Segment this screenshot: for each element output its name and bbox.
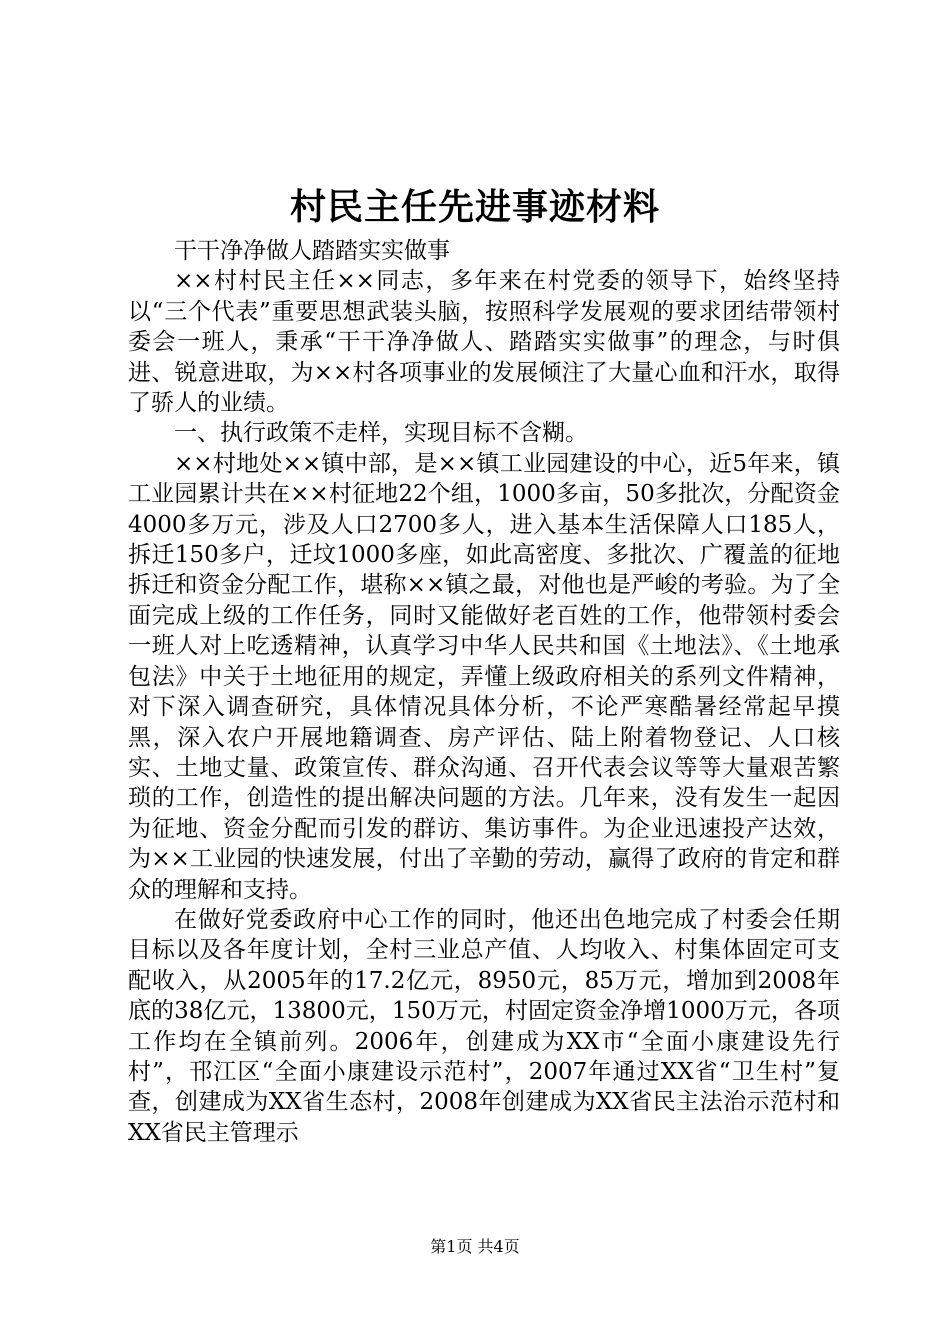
intro-paragraph: ××村村民主任××同志，多年来在村党委的领导下，始终坚持以“三个代表”重要思想武装头脑，按照科学发展观的要求团结带领村委会一班人，秉承“干干净净做人、踏踏实实做事”的理念，与时俱进、锐意进取，为××村各项事业的发展倾注了大量心血和汗水，取得了骄人的业绩。	[128, 268, 840, 417]
page-footer: 第1页 共4页	[430, 1237, 520, 1256]
document-title: 村民主任先进事迹材料	[289, 187, 660, 228]
document-body	[128, 236, 840, 1148]
subtitle-paragraph: 干干净净做人踏踏实实做事	[174, 238, 450, 264]
section-heading: 一、执行政策不走样，实现目标不含糊。	[174, 420, 588, 447]
body-paragraph: 在做好党委政府中心工作的同时，他还出色地完成了村委会任期目标以及各年度计划，全村三业总产值、人均收入、村集体固定可支配收入，从2005年的17.2亿元，8950元，85万元，增加到2008年底的38亿元，13800元，150万元，村固定资金净增1000万元，各项工作均在全镇前列。2006年，创建成为XX市“全面小康建设先行村”，邗江区“全面小康建设示范村”，2007年通过XX省“卫生村”复查，创建成为XX省生态村，2008年创建成为XX省民主法治示范村和XX省民主管理示	[128, 906, 840, 1146]
body-paragraph: ××村地处××镇中部，是××镇工业园建设的中心，近5年来，镇工业园累计共在××村征地22个组，1000多亩，50多批次，分配资金4000多万元，涉及人口2700多人，进入基本生活保障人口185人，拆迁150多户，迁坟1000多座，如此高密度、多批次、广覆盖的征地拆迁和资金分配工作，堪称××镇之最，对他也是严峻的考验。为了全面完成上级的工作任务，同时又能做好老百姓的工作，他带领村委会一班人对上吃透精神，认真学习中华人民共和国《土地法》、《土地承包法》中关于土地征用的规定，弄懂上级政府相关的系列文件精神，对下深入调查研究，具体情况具体分析，不论严寒酷暑经常起早摸黑，深入农户开展地籍调查、房产评估、陆上附着物登记、人口核实、土地丈量、政策宣传、群众沟通、召开代表会议等等大量艰苦繁琐的工作，创造性的提出解决问题的方法。几年来，没有发生一起因为征地、资金分配而引发的群访、集访事件。为企业迅速投产达效，为××工业园的快速发展，付出了辛勤的劳动，赢得了政府的肯定和群众的理解和支持。	[128, 450, 840, 903]
